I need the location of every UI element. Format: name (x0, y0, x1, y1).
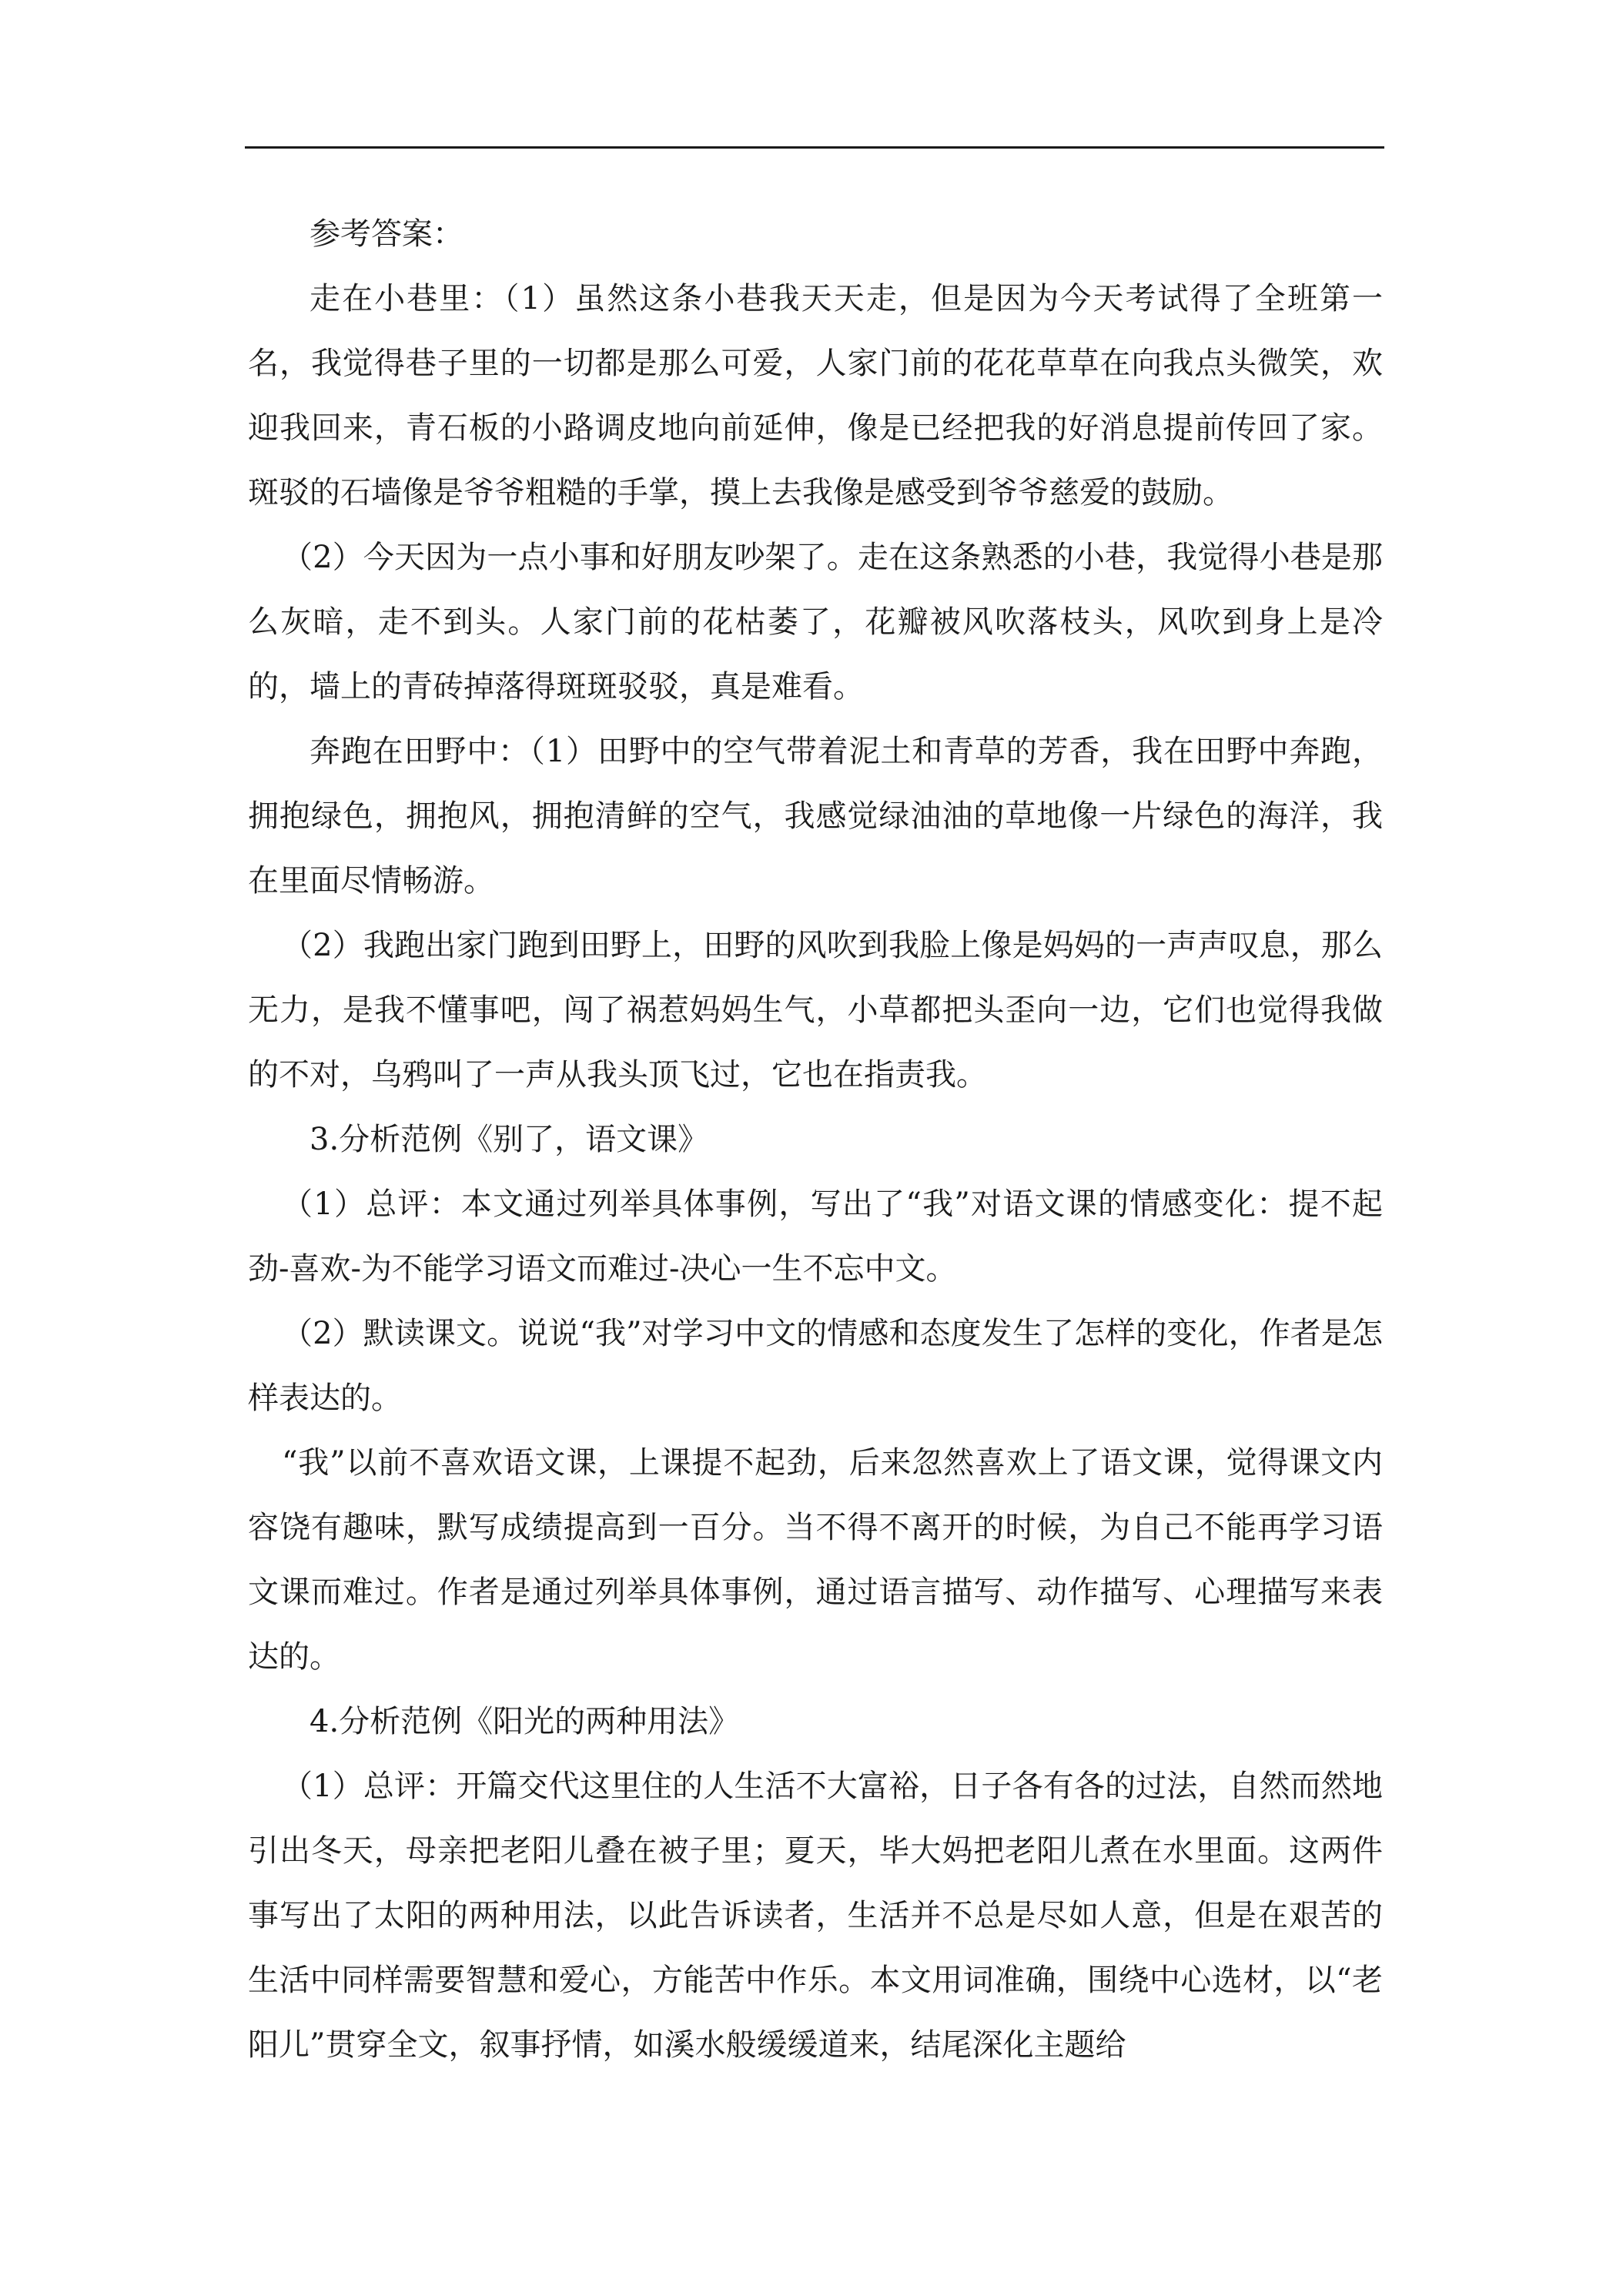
paragraph-lane-happy: 走在小巷里：（1）虽然这条小巷我天天走，但是因为今天考试得了全班第一名，我觉得巷子里的一切都是那么可爱，人家门前的花花草草在向我点头微笑，欢迎我回来，青石板的小路调皮地向前延伸，像是已经把我的好消息提前传回了家。斑驳的石墙像是爷爷粗糙的手掌，摸上去我像是感受到爷爷慈爱的鼓励。 (248, 281, 1383, 510)
paragraph-field-sad: （2）我跑出家门跑到田野上，田野的风吹到我脸上像是妈妈的一声声叹息，那么无力，是我不懂事吧，闯了祸惹妈妈生气，小草都把头歪向一边，它们也觉得我做的不对，乌鸦叫了一声从我头顶飞过，它也在指责我。 (248, 928, 1383, 1093)
section-heading-4: 4.分析范例《阳光的两种用法》 (310, 1704, 740, 1739)
paragraph-review-3: （1）总评：本文通过列举具体事例，写出了“我”对语文课的情感变化：提不起劲-喜欢-为不能学习语文而难过-决心一生不忘中文。 (248, 1186, 1383, 1287)
document-body (248, 202, 1383, 2077)
paragraph-field-happy: 奔跑在田野中：（1）田野中的空气带着泥土和青草的芳香，我在田野中奔跑，拥抱绿色，拥抱风，拥抱清鲜的空气，我感觉绿油油的草地像一片绿色的海洋，我在里面尽情畅游。 (248, 734, 1383, 899)
paragraph-review-4: （1）总评：开篇交代这里住的人生活不大富裕，日子各有各的过法，自然而然地引出冬天，母亲把老阳儿叠在被子里；夏天，毕大妈把老阳儿煮在水里面。这两件事写出了太阳的两种用法，以此告诉读者，生活并不总是尽如人意，但是在艰苦的生活中同样需要智慧和爱心，方能苦中作乐。本文用词准确，围绕中心选材，以“老阳儿”贯穿全文，叙事抒情，如溪水般缓缓道来，结尾深化主题给 (248, 1769, 1383, 2063)
paragraph-lane-sad: （2）今天因为一点小事和好朋友吵架了。走在这条熟悉的小巷，我觉得小巷是那么灰暗，走不到头。人家门前的花枯萎了，花瓣被风吹落枝头，风吹到身上是冷的，墙上的青砖掉落得斑斑驳驳，真是难看。 (248, 540, 1383, 705)
paragraph-question-3: （2）默读课文。说说“我”对学习中文的情感和态度发生了怎样的变化，作者是怎样表达的。 (248, 1316, 1383, 1416)
answer-label: 参考答案： (310, 216, 463, 252)
section-heading-3: 3.分析范例《别了，语文课》 (310, 1122, 709, 1157)
paragraph-answer-3: “我”以前不喜欢语文课，上课提不起劲，后来忽然喜欢上了语文课，觉得课文内容饶有趣味，默写成绩提高到一百分。当不得不离开的时候，为自己不能再学习语文课而难过。作者是通过列举具体事例，通过语言描写、动作描写、心理描写来表达的。 (248, 1445, 1383, 1675)
header-rule (245, 146, 1384, 149)
